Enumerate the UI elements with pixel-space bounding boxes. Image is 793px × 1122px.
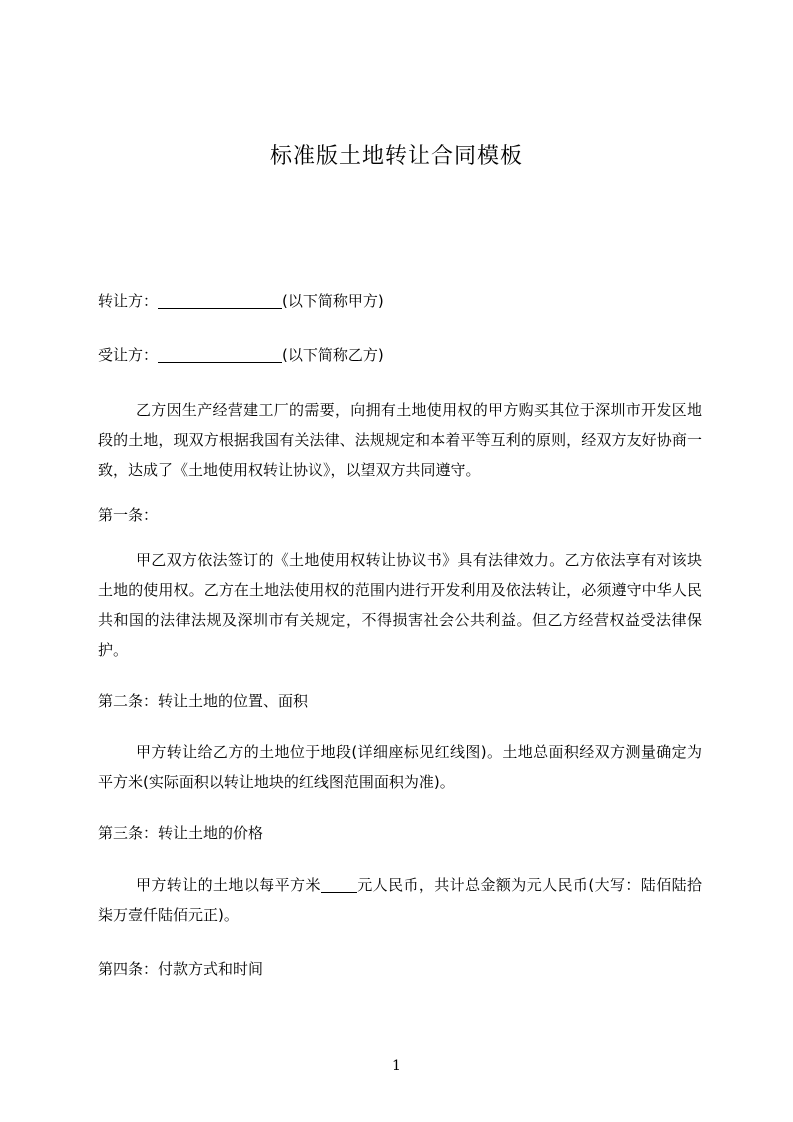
page-number: 1 xyxy=(392,1058,401,1074)
article-1-heading: 第一条： xyxy=(98,506,159,524)
transferor-line xyxy=(98,286,702,316)
transferor-suffix: (以下简称甲方) xyxy=(282,292,384,310)
document-title: 标准版土地转让合同模板 xyxy=(269,144,523,169)
price-per-sqm-blank xyxy=(321,874,357,893)
article-2-heading: 第二条：转让土地的位置、面积 xyxy=(98,692,309,710)
article-3-heading: 第三条：转让土地的价格 xyxy=(98,824,264,842)
transferee-blank xyxy=(158,344,282,363)
transferor-blank xyxy=(158,290,282,309)
transferee-suffix: (以下简称乙方) xyxy=(282,346,384,364)
transferor-label: 转让方： xyxy=(98,292,159,310)
article-3-body xyxy=(98,870,702,930)
article-3-body-start: 甲方转让的土地以每平方米 xyxy=(136,876,321,894)
article-4-heading: 第四条：付款方式和时间 xyxy=(98,960,264,978)
preamble-paragraph: 乙方因生产经营建工厂的需要，向拥有土地使用权的甲方购买其位于深圳市开发区地段的土地，现双方根据我国有关法律、法规规定和本着平等互利的原则，经双方友好协商一致，达成了《土地使用权转让协议》，以望双方共同遵守。 xyxy=(98,401,702,479)
article-1-body: 甲乙双方依法签订的《土地使用权转让协议书》具有法律效力。乙方依法享有对该块土地的使用权。乙方在土地法使用权的范围内进行开发利用及依法转让，必须遵守中华人民共和国的法律法规及深圳市有关规定，不得损害社会公共利益。但乙方经营权益受法律保护。 xyxy=(98,551,702,659)
transferee-label: 受让方： xyxy=(98,346,159,364)
article-2-body: 甲方转让给乙方的土地位于地段(详细座标见红线图)。土地总面积经双方测量确定为平方米(实际面积以转让地块的红线图范围面积为准)。 xyxy=(98,743,702,791)
transferee-line xyxy=(98,340,702,370)
article-3-body-end: 元人民币，共计总金额为元人民币(大写：陆佰陆拾柒万壹仟陆佰元正)。 xyxy=(98,876,702,924)
